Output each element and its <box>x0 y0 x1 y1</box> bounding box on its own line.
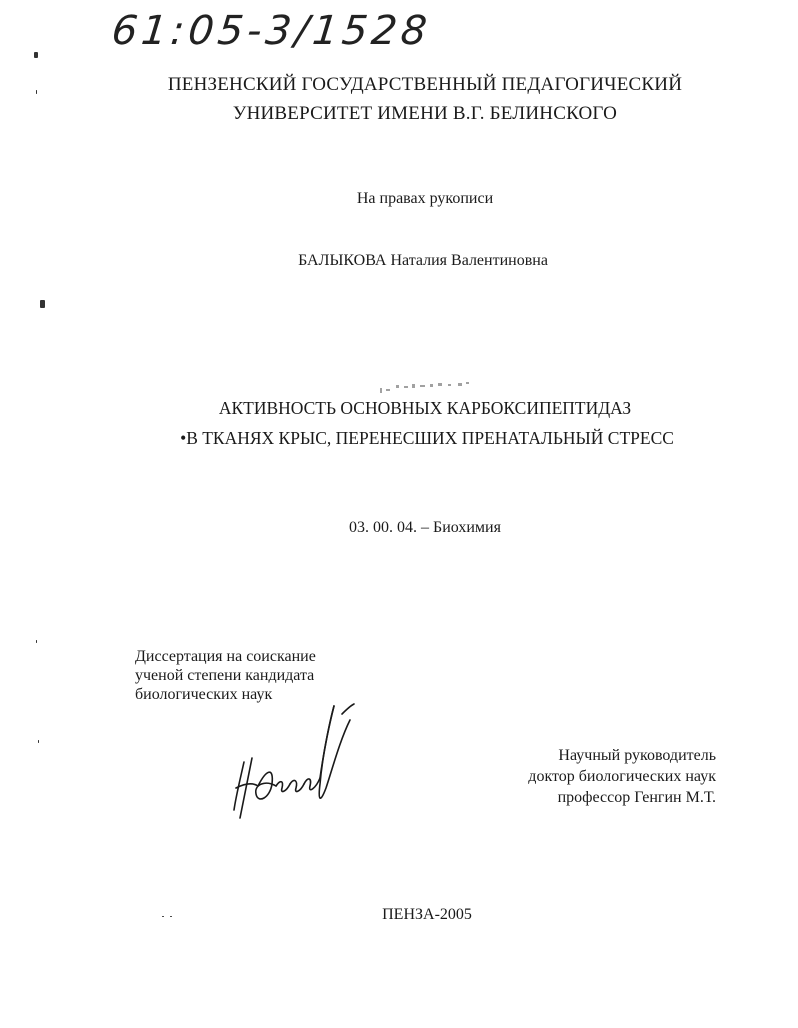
scan-speck <box>34 52 38 58</box>
specialty-code: 03. 00. 04. – Биохимия <box>349 519 501 536</box>
scan-speck <box>38 740 39 743</box>
university-name-line-2: УНИВЕРСИТЕТ ИМЕНИ В.Г. БЕЛИНСКОГО <box>232 103 618 124</box>
dissertation-title-line-2: •В ТКАНЯХ КРЫС, ПЕРЕНЕСШИХ ПРЕНАТАЛЬНЫЙ СТРЕСС <box>180 428 674 448</box>
scan-speck <box>40 300 45 308</box>
thesis-info-line-1: Диссертация на соискание <box>135 648 316 665</box>
scan-speck <box>170 916 172 917</box>
thesis-info <box>135 647 316 704</box>
city-year: ПЕНЗА-2005 <box>382 906 472 923</box>
university-name-line-1: ПЕНЗЕНСКИЙ ГОСУДАРСТВЕННЫЙ ПЕДАГОГИЧЕСКИЙ <box>167 74 683 95</box>
catalog-number: 61:05-3/1528 <box>109 8 433 54</box>
manuscript-note: На правах рукописи <box>356 190 494 207</box>
handwritten-signature <box>222 700 372 825</box>
scan-speck <box>36 640 37 643</box>
scan-speck <box>36 90 37 94</box>
supervisor-info <box>528 745 716 808</box>
supervisor-line-1: Научный руководитель <box>558 747 716 764</box>
supervisor-line-3: профессор Генгин М.Т. <box>557 789 716 806</box>
scan-speck <box>162 916 164 917</box>
author-name: БАЛЫКОВА Наталия Валентиновна <box>298 252 548 269</box>
dissertation-title-line-1: АКТИВНОСТЬ ОСНОВНЫХ КАРБОКСИПЕПТИДАЗ <box>218 398 632 418</box>
supervisor-line-2: доктор биологических наук <box>528 768 716 785</box>
thesis-info-line-3: биологических наук <box>135 686 273 703</box>
thesis-info-line-2: ученой степени кандидата <box>135 667 315 684</box>
faint-stamp-marks <box>378 376 478 400</box>
